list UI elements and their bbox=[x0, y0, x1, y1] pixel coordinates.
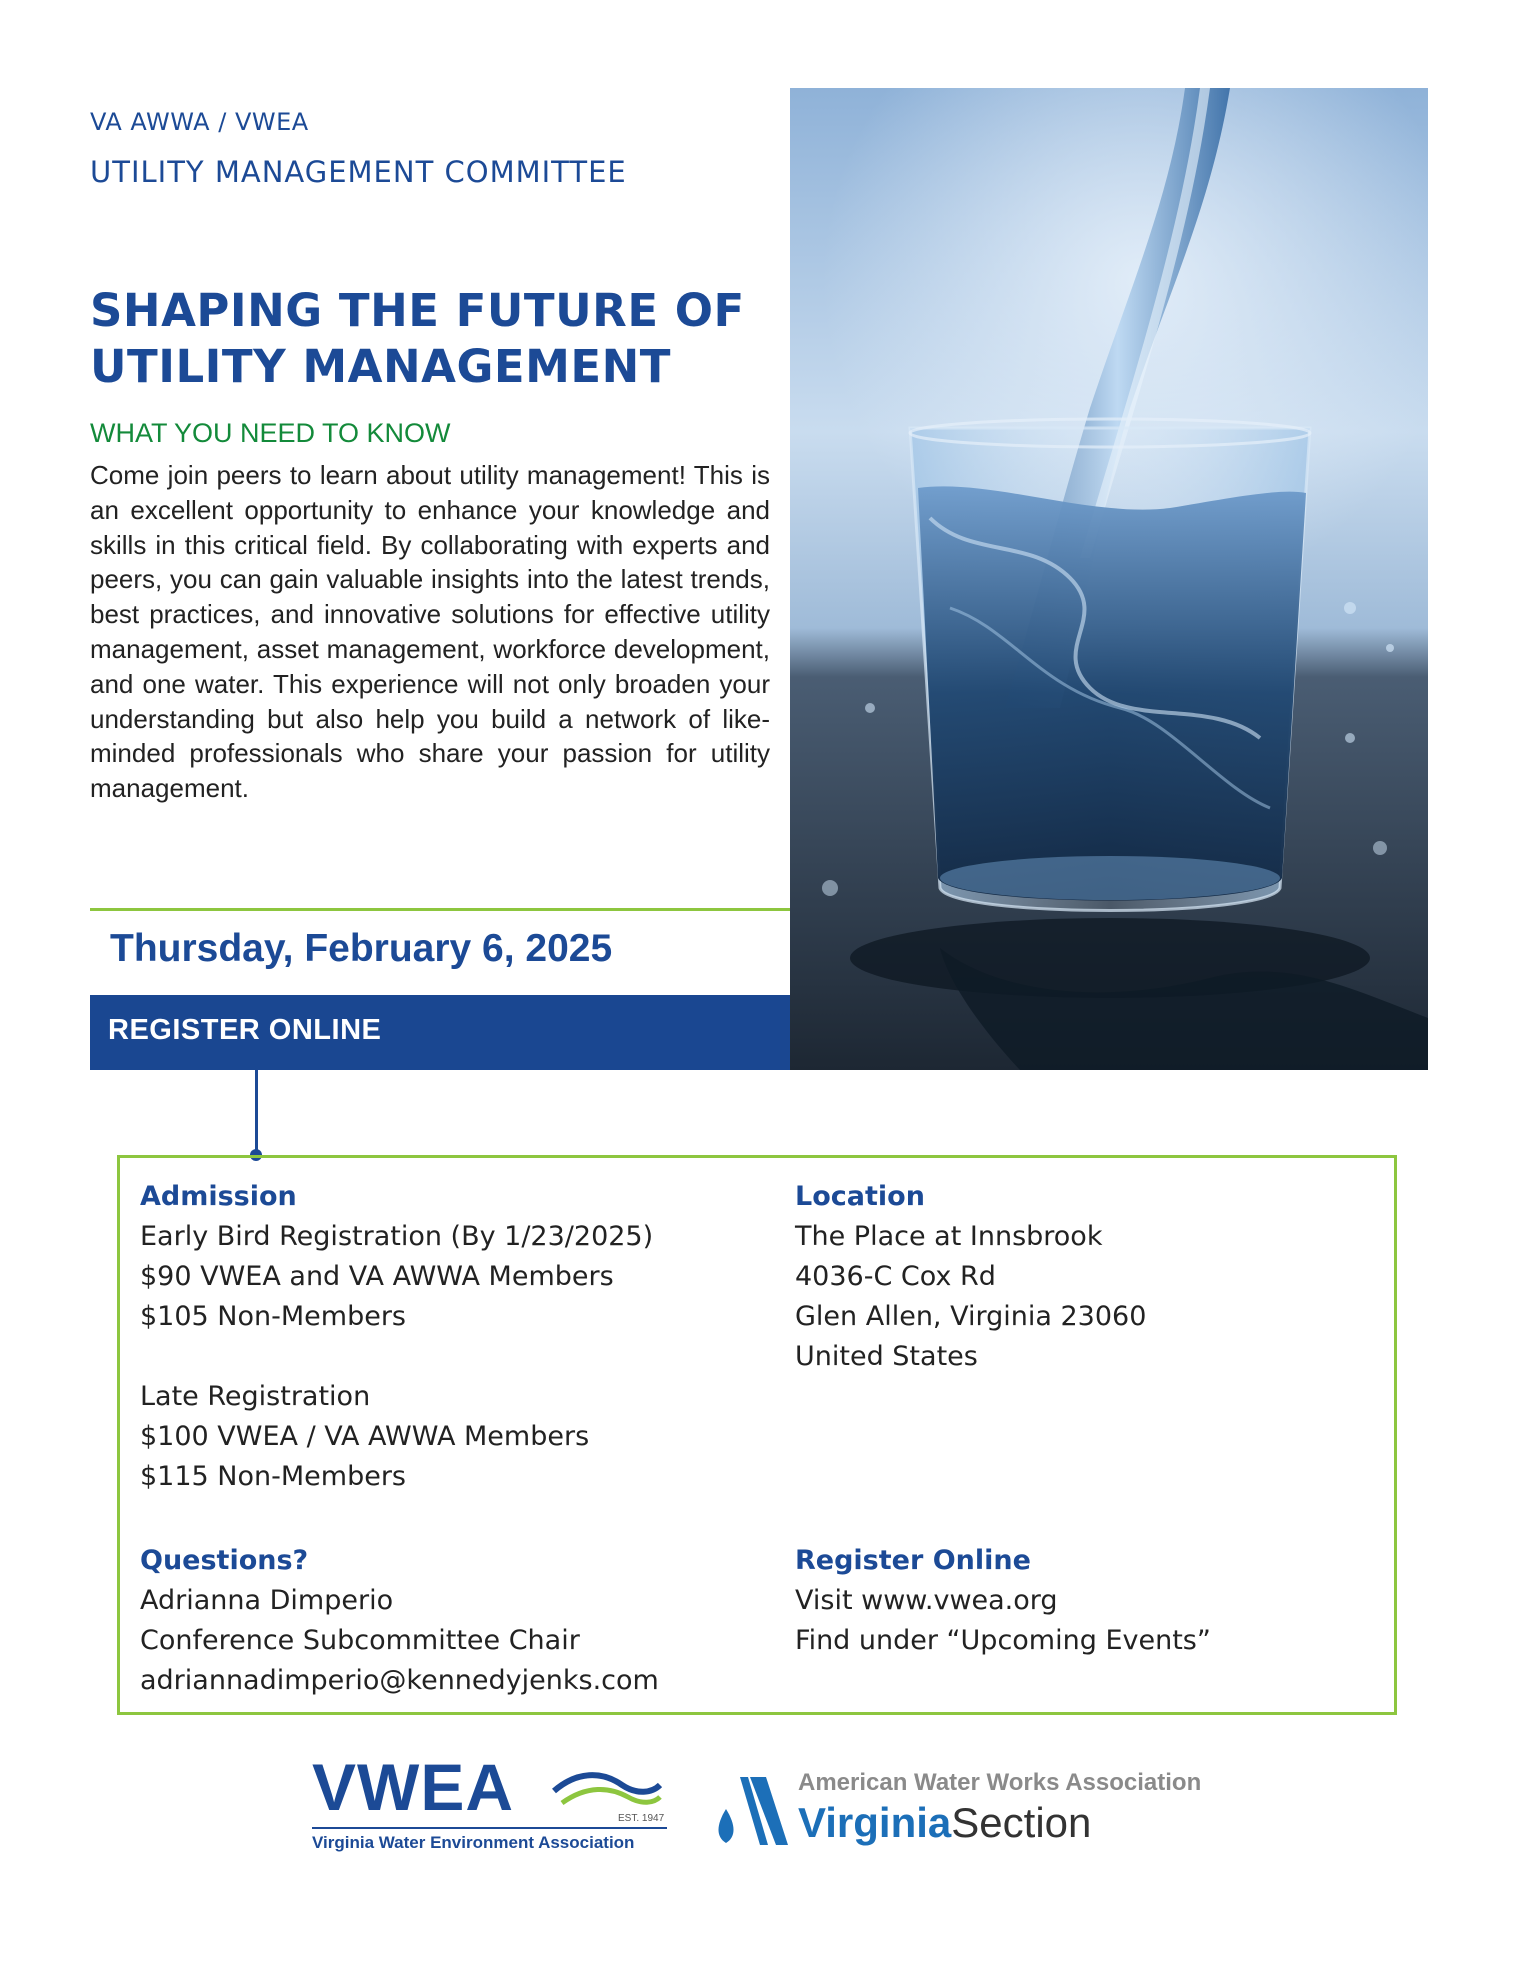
early-bird-title: Early Bird Registration (By 1/23/2025) bbox=[140, 1221, 654, 1252]
intro-body: Come join peers to learn about utility management! This is an excellent opportunity to enhance your knowledge and skills in this critical field. By collaborating with experts and peers, you can gain valuable insights into the latest trends, best practices, and innovative solutions for effective utility management, asset management, workforce development, and one water. This experience will not only broaden your understanding but also help you build a network of like-minded professionals who share your passion for utility management. bbox=[90, 460, 770, 804]
location-venue: The Place at Innsbrook bbox=[795, 1221, 1103, 1252]
vwea-logo bbox=[312, 1750, 672, 1855]
register-find: Find under “Upcoming Events” bbox=[795, 1625, 1211, 1656]
location-street: 4036-C Cox Rd bbox=[795, 1261, 996, 1292]
intro-subheading: WHAT YOU NEED TO KNOW bbox=[90, 418, 451, 448]
committee-name: UTILITY MANAGEMENT COMMITTEE bbox=[90, 155, 627, 189]
awwa-section: Section bbox=[951, 1799, 1092, 1846]
register-visit[interactable]: Visit www.vwea.org bbox=[795, 1585, 1058, 1616]
vwea-full-name: Virginia Water Environment Association bbox=[312, 1833, 635, 1852]
questions-section bbox=[140, 1541, 659, 1701]
late-members-price: $100 VWEA / VA AWWA Members bbox=[140, 1421, 590, 1452]
page-title bbox=[90, 283, 790, 395]
awwa-logo bbox=[712, 1765, 1212, 1855]
vwea-est: EST. 1947 bbox=[618, 1813, 665, 1824]
logos-row bbox=[0, 1735, 1530, 1865]
register-online-label: REGISTER ONLINE bbox=[108, 1014, 382, 1046]
admission-heading: Admission bbox=[140, 1181, 297, 1212]
location-heading: Location bbox=[795, 1181, 925, 1212]
vwea-wordmark: VWEA bbox=[312, 1750, 514, 1824]
wave-icon bbox=[552, 1763, 662, 1811]
contact-email[interactable]: adriannadimperio@kennedyjenks.com bbox=[140, 1665, 659, 1696]
org-name: VA AWWA / VWEA bbox=[90, 108, 309, 136]
location-country: United States bbox=[795, 1341, 978, 1372]
register-heading: Register Online bbox=[795, 1545, 1031, 1576]
details-box bbox=[117, 1155, 1397, 1715]
water-glass-photo bbox=[790, 88, 1428, 1070]
contact-role: Conference Subcommittee Chair bbox=[140, 1625, 580, 1656]
late-nonmembers-price: $115 Non-Members bbox=[140, 1461, 406, 1492]
register-section bbox=[795, 1541, 1211, 1661]
admission-section bbox=[140, 1177, 653, 1497]
vwea-rule bbox=[312, 1827, 667, 1829]
location-section bbox=[795, 1177, 1146, 1377]
early-bird-nonmembers-price: $105 Non-Members bbox=[140, 1301, 406, 1332]
event-date: Thursday, February 6, 2025 bbox=[110, 927, 613, 970]
awwa-virginia: Virginia bbox=[798, 1799, 952, 1846]
connector-line bbox=[255, 1070, 258, 1155]
title-line-2: UTILITY MANAGEMENT bbox=[90, 340, 671, 393]
location-city: Glen Allen, Virginia 23060 bbox=[795, 1301, 1147, 1332]
divider-rule bbox=[90, 908, 790, 911]
early-bird-members-price: $90 VWEA and VA AWWA Members bbox=[140, 1261, 614, 1292]
title-line-1: SHAPING THE FUTURE OF bbox=[90, 284, 745, 337]
contact-name: Adrianna Dimperio bbox=[140, 1585, 394, 1616]
late-registration-title: Late Registration bbox=[140, 1381, 371, 1412]
awwa-section-name bbox=[798, 1799, 1091, 1847]
register-online-button[interactable] bbox=[90, 995, 790, 1070]
questions-heading: Questions? bbox=[140, 1545, 309, 1576]
awwa-droplet-icon bbox=[712, 1775, 792, 1850]
awwa-name: American Water Works Association bbox=[798, 1769, 1202, 1796]
